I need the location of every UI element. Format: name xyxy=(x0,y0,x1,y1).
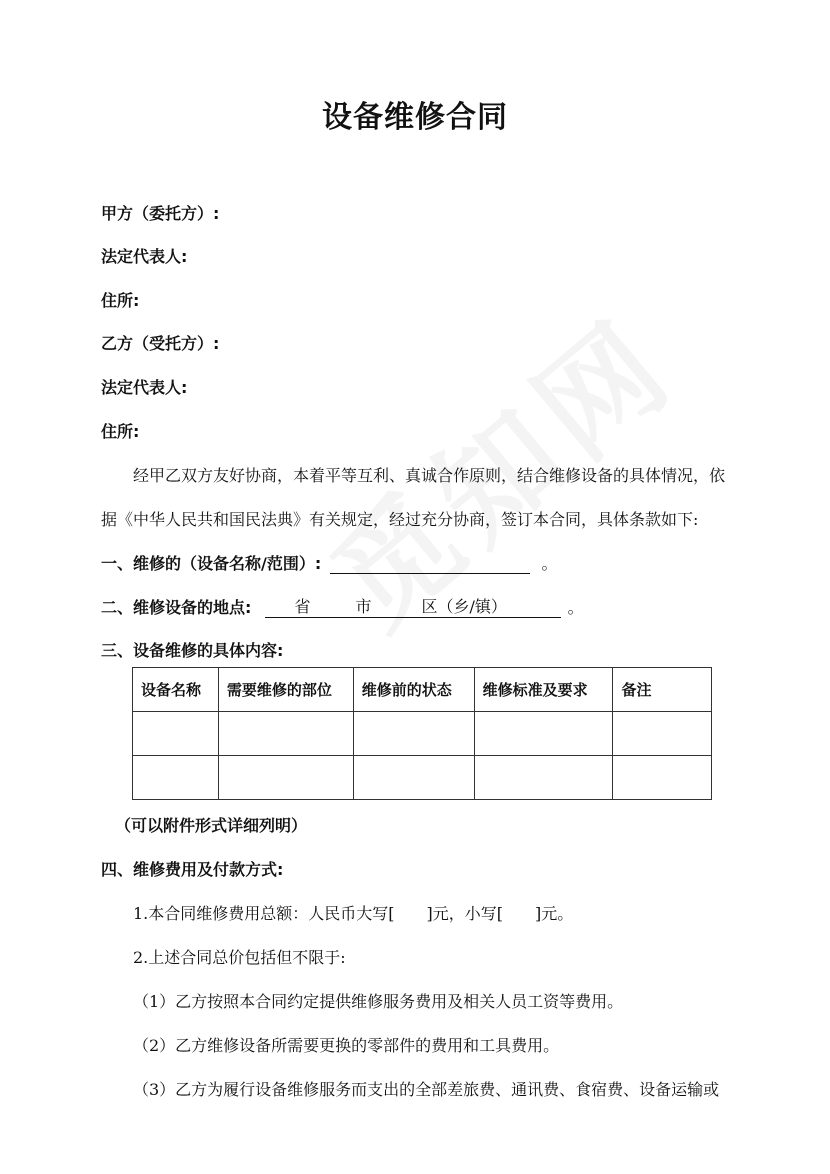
intro-paragraph-line2: 据《中华人民共和国民法典》有关规定，经过充分协商，签订本合同，具体条款如下: xyxy=(101,510,699,529)
fee-sub-item-2: （2）乙方维修设备所需要更换的零部件的费用和工具费用。 xyxy=(133,1036,560,1055)
table-note: （可以附件形式详细列明） xyxy=(115,816,308,835)
party-b-representative-label: 法定代表人: xyxy=(101,378,188,397)
section-1 xyxy=(101,551,557,574)
header-repair-part: 需要维修的部位 xyxy=(218,668,353,712)
province-label: 省 xyxy=(294,597,311,616)
repair-content-table xyxy=(132,667,712,800)
party-b-label: 乙方（受托方）: xyxy=(101,334,220,353)
header-equipment-name: 设备名称 xyxy=(133,668,219,712)
party-a-address-label: 住所: xyxy=(101,291,140,310)
header-pre-repair-state: 维修前的状态 xyxy=(353,668,474,712)
section-4-label: 四、维修费用及付款方式: xyxy=(101,860,284,879)
header-remarks: 备注 xyxy=(613,668,712,712)
fee-sub-item-1: （1）乙方按照本合同约定提供维修服务费用及相关人员工资等费用。 xyxy=(133,992,624,1011)
table-cell[interactable] xyxy=(353,712,474,756)
table-cell[interactable] xyxy=(218,756,353,800)
party-b-address-label: 住所: xyxy=(101,422,140,441)
table-cell[interactable] xyxy=(353,756,474,800)
location-blank[interactable] xyxy=(265,599,561,618)
header-repair-standard: 维修标准及要求 xyxy=(474,668,613,712)
section-2-end: 。 xyxy=(567,598,584,617)
section-1-label: 一、维修的（设备名称/范围）: xyxy=(101,554,322,573)
fee-includes-item: 2.上述合同总价包括但不限于: xyxy=(133,948,346,967)
fee-sub-item-3: （3）乙方为履行设备维修服务而支出的全部差旅费、通讯费、食宿费、设备运输或 xyxy=(133,1080,720,1099)
section-1-end: 。 xyxy=(541,554,558,573)
table-row xyxy=(133,712,712,756)
city-label: 市 xyxy=(355,597,372,616)
table-cell[interactable] xyxy=(474,756,613,800)
table-cell[interactable] xyxy=(133,756,219,800)
page-title: 设备维修合同 xyxy=(322,100,508,135)
fee-total-item: 1.本合同维修费用总额：人民币大写[ ]元，小写[ ]元。 xyxy=(133,904,574,923)
equipment-name-blank[interactable] xyxy=(330,555,530,574)
party-a-representative-label: 法定代表人: xyxy=(101,247,188,266)
table-cell[interactable] xyxy=(133,712,219,756)
intro-paragraph-line1: 经甲乙双方友好协商，本着平等互利、真诚合作原则，结合维修设备的具体情况，依 xyxy=(133,466,726,485)
section-2 xyxy=(101,595,584,618)
table-cell[interactable] xyxy=(474,712,613,756)
party-a-label: 甲方（委托方）: xyxy=(101,204,220,223)
table-header-row xyxy=(133,668,712,712)
table-cell[interactable] xyxy=(613,756,712,800)
district-label: 区（乡/镇） xyxy=(421,597,507,616)
table-cell[interactable] xyxy=(218,712,353,756)
table-row xyxy=(133,756,712,800)
table-cell[interactable] xyxy=(613,712,712,756)
section-3-label: 三、设备维修的具体内容: xyxy=(101,641,284,660)
section-2-label: 二、维修设备的地点: xyxy=(101,598,252,617)
